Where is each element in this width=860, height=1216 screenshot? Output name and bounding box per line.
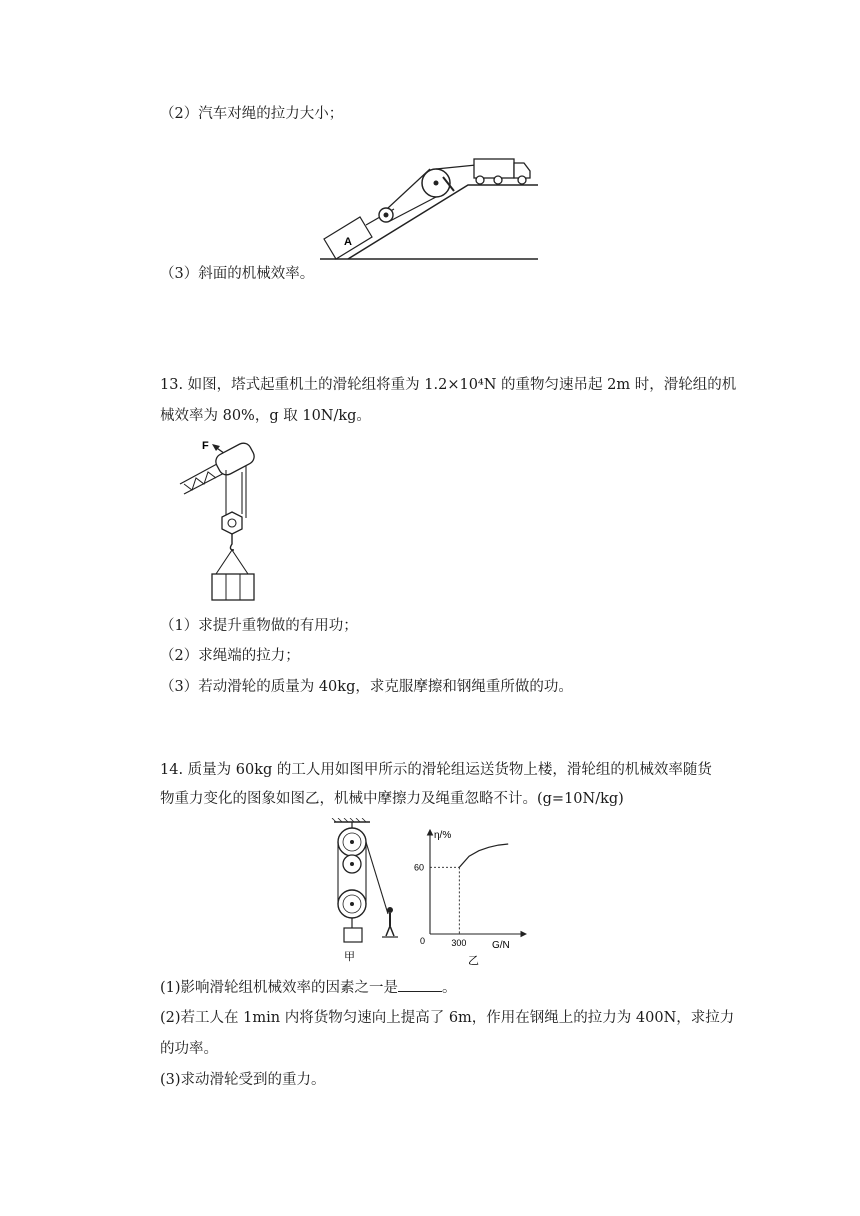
q13-stem-line2: 械效率为 80%，g 取 10N/kg。 (160, 408, 371, 424)
q13-part1: （1）求提升重物做的有用功； (160, 618, 358, 634)
crane-pulley-figure (168, 436, 268, 604)
q14-part2-line1: (2)若工人在 1min 内将货物匀速向上提高了 6m，作用在钢绳上的拉力为 400N，求拉力 (160, 1010, 735, 1026)
svg-text:甲: 甲 (344, 951, 355, 963)
q13-part2: （2）求绳端的拉力； (160, 648, 300, 664)
svg-text:A: A (344, 236, 352, 248)
q14-part1 (160, 977, 457, 998)
x-axis-label: G/N (492, 940, 510, 951)
q13-stem-line1: 13. 如图，塔式起重机土的滑轮组将重为 1.2×10⁴N 的重物匀速吊起 2m 时，滑轮组的机 (160, 377, 737, 393)
q13-part3: （3）若动滑轮的质量为 40kg，求克服摩擦和钢绳重所做的功。 (160, 679, 573, 695)
svg-text:F: F (202, 440, 209, 452)
q12-part2: （2）汽车对绳的拉力大小； (160, 106, 344, 122)
q14-part1-suffix: 。 (442, 980, 457, 996)
q14-stem-line1: 14. 质量为 60kg 的工人用如图甲所示的滑轮组运送货物上楼，滑轮组的机械效率随货 (160, 762, 712, 778)
incline-pulley-figure (318, 155, 544, 261)
origin-label: 0 (420, 936, 426, 946)
answer-blank[interactable] (398, 977, 442, 992)
q14-part2-line2: 的功率。 (160, 1041, 218, 1057)
q12-part3: （3）斜面的机械效率。 (160, 266, 315, 282)
y-axis-label: η/% (434, 830, 452, 841)
efficiency-curve (459, 844, 508, 867)
q14-part3: (3)求动滑轮受到的重力。 (160, 1072, 326, 1088)
q14-stem-line2: 物重力变化的图象如图乙，机械中摩擦力及绳重忽略不计。(g=10N/kg) (160, 791, 624, 807)
pulley-system-figure (330, 818, 410, 968)
q14-part1-prefix: (1)影响滑轮组机械效率的因素之一是 (160, 980, 399, 996)
block-a (324, 217, 372, 259)
y-tick-label: 60 (414, 862, 425, 873)
efficiency-chart (412, 822, 532, 968)
x-tick-label: 300 (451, 938, 467, 948)
worker-icon (382, 907, 398, 937)
truck-icon (474, 159, 530, 184)
svg-text:乙: 乙 (468, 955, 479, 967)
